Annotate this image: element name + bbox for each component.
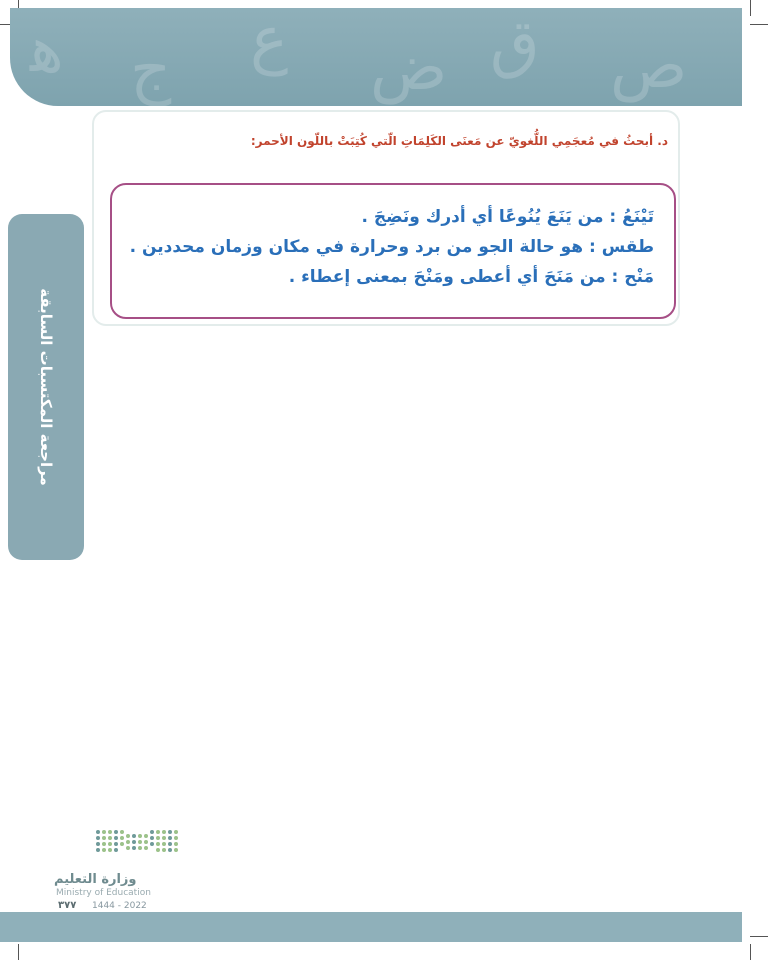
crop-mark xyxy=(750,24,768,25)
logo-dot xyxy=(174,836,178,840)
logo-dot xyxy=(102,836,106,840)
logo-dot xyxy=(150,836,154,840)
logo-dot xyxy=(162,848,166,852)
logo-dot xyxy=(126,840,130,844)
page-number: ٣٧٧ xyxy=(58,900,77,911)
ministry-name-ar: وزارة التعليم xyxy=(54,872,137,887)
logo-dot xyxy=(126,846,130,850)
crop-mark xyxy=(750,0,751,16)
logo-dot xyxy=(120,830,124,834)
logo-dot xyxy=(108,842,112,846)
ministry-name-en: Ministry of Education xyxy=(56,888,151,898)
question-text: د. أبحثُ في مُعجَمِي اللُّغويّ عن مَعنَى الكَلِمَاتِ الّتي كُتِبَتْ باللّون الأحمر: xyxy=(250,134,668,148)
logo-dot xyxy=(114,848,118,852)
logo-dot xyxy=(150,830,154,834)
logo-dot xyxy=(114,842,118,846)
logo-dot xyxy=(162,836,166,840)
logo-dot xyxy=(162,842,166,846)
crop-mark xyxy=(18,944,19,960)
logo-dot xyxy=(102,842,106,846)
logo-dot xyxy=(156,836,160,840)
logo-dot xyxy=(96,842,100,846)
crop-mark xyxy=(750,936,768,937)
logo-dot xyxy=(132,840,136,844)
logo-dot xyxy=(162,830,166,834)
logo-dot xyxy=(144,846,148,850)
logo-dot xyxy=(168,836,172,840)
logo-dot xyxy=(108,848,112,852)
answer-box xyxy=(110,183,676,319)
logo-dot xyxy=(156,830,160,834)
logo-dot xyxy=(138,840,142,844)
calligraphy-pattern: ﻉ xyxy=(250,8,289,77)
logo-dot xyxy=(144,840,148,844)
section-side-tab xyxy=(8,214,84,560)
logo-dot xyxy=(102,830,106,834)
answer-line-2: طقس : هو حالة الجو من برد وحرارة في مكان وزمان محددين . xyxy=(129,237,654,257)
logo-dot xyxy=(120,836,124,840)
logo-dot xyxy=(114,836,118,840)
logo-dot xyxy=(174,842,178,846)
logo-dot xyxy=(174,848,178,852)
logo-dot xyxy=(108,836,112,840)
logo-dot xyxy=(174,830,178,834)
logo-dot xyxy=(114,830,118,834)
logo-dot xyxy=(96,830,100,834)
logo-dot xyxy=(150,842,154,846)
edition-year: 1444 - 2022 xyxy=(92,901,147,911)
answer-line-3: مَنْح : من مَنَحَ أي أعطى ومَنْحَ بمعنى إعطاء . xyxy=(288,267,654,287)
logo-dot xyxy=(102,848,106,852)
header-band xyxy=(10,8,742,106)
logo-dot xyxy=(168,848,172,852)
logo-dot xyxy=(126,834,130,838)
calligraphy-pattern: ﺹ xyxy=(610,29,688,103)
crop-mark xyxy=(750,944,751,960)
calligraphy-pattern: ﻕ xyxy=(490,8,540,81)
logo-dot xyxy=(120,842,124,846)
logo-dot xyxy=(96,836,100,840)
logo-dot xyxy=(168,830,172,834)
footer-band xyxy=(0,912,742,942)
calligraphy-pattern: ﺽ xyxy=(370,31,448,105)
logo-dot xyxy=(132,834,136,838)
logo-dot xyxy=(144,834,148,838)
logo-dot xyxy=(156,842,160,846)
ministry-logo-icon xyxy=(96,830,184,860)
logo-dot xyxy=(168,842,172,846)
answer-line-1: تَيْنَعُ : من يَنَعَ يُنُوعًا أي أدرك ونَضِجَ . xyxy=(361,207,654,227)
logo-dot xyxy=(96,848,100,852)
calligraphy-pattern: ﻫ xyxy=(30,13,64,87)
logo-dot xyxy=(138,834,142,838)
calligraphy-pattern: ﺝ xyxy=(130,33,172,106)
logo-dot xyxy=(108,830,112,834)
side-tab-label: مراجعة المكتسبات السابقة xyxy=(37,288,55,486)
logo-dot xyxy=(132,846,136,850)
logo-dot xyxy=(138,846,142,850)
logo-dot xyxy=(156,848,160,852)
